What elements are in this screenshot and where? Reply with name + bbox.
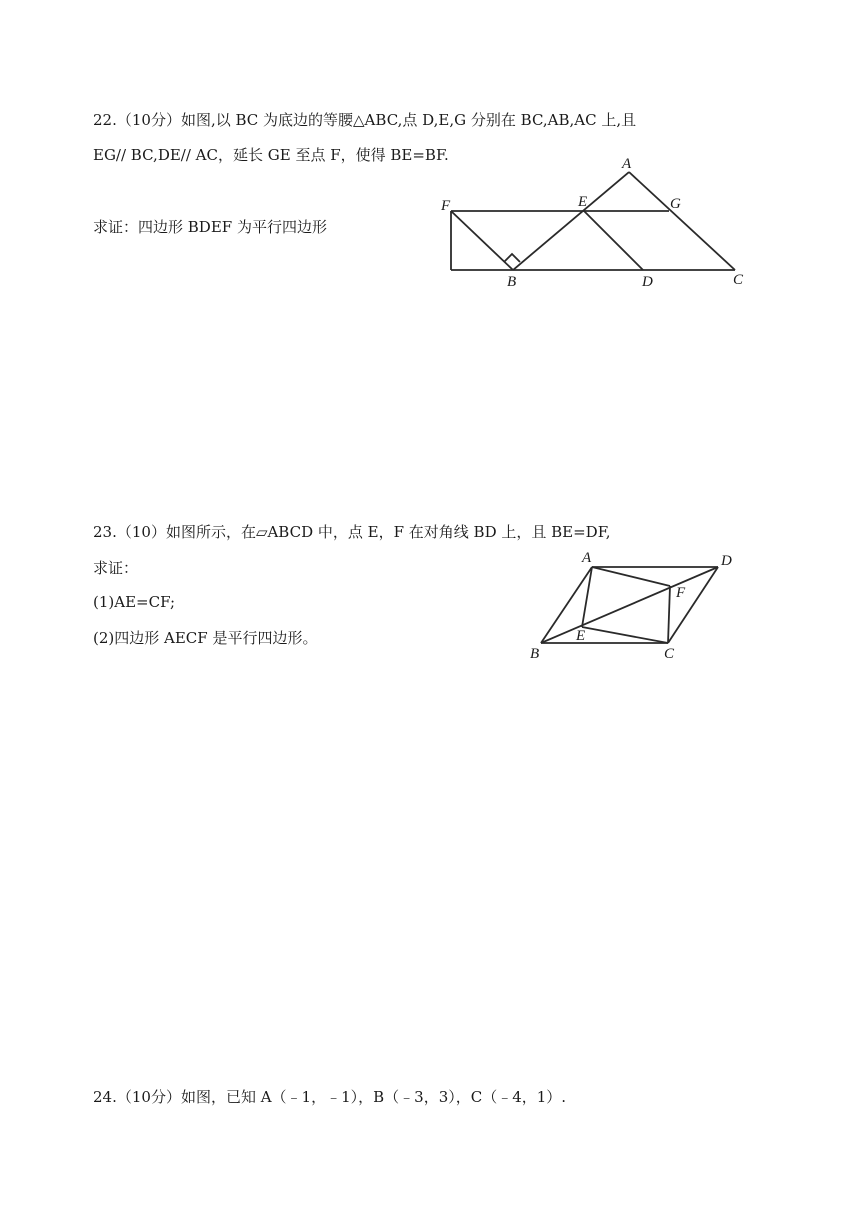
q23-item2: (2)四边形 AECF 是平行四边形。 [93,629,318,647]
q22-segment-BA [513,172,629,270]
q22-label-A: A [622,156,632,172]
q22-label-C: C [733,272,744,288]
q23-label-A: A [582,550,592,566]
q22-prove: 求证：四边形 BDEF 为平行四边形 [93,218,327,236]
q23-label-E: E [576,628,586,644]
q22-segment-AC [629,172,735,270]
q22-segment-ED [584,211,643,270]
q23-segment-FC [668,586,670,643]
q22-label-D: D [642,274,653,290]
q22-label-B: B [507,274,517,290]
q24-line1: 24.（10分）如图，已知 A（﹣1，﹣1），B（﹣3，3），C（﹣4，1）. [93,1088,567,1106]
q23-segment-AF [592,567,670,586]
q23-label-D: D [721,553,732,569]
q23-line2: 求证： [93,559,139,577]
q23-label-F: F [676,585,686,601]
q22-line2: EG// BC,DE// AC，延长 GE 至点 F，使得 BE=BF. [93,146,449,164]
q23-label-B: B [530,646,540,660]
q23-figure [528,550,748,660]
q23-label-C: C [664,646,675,660]
q23-line1: 23.（10）如图所示，在▱ABCD 中，点 E，F 在对角线 BD 上，且 BE=DF, [93,523,611,541]
q23-item1: (1)AE=CF; [93,593,176,611]
q22-figure [435,155,765,295]
q22-label-G: G [670,196,681,212]
q23-segment-EC [582,627,668,643]
q22-label-E: E [578,194,588,210]
q22-label-F: F [441,198,451,214]
q22-line1: 22.（10分）如图,以 BC 为底边的等腰△ABC,点 D,E,G 分别在 BC,AB,AC 上,且 [93,111,637,129]
q22-right-angle-mark [504,254,520,262]
